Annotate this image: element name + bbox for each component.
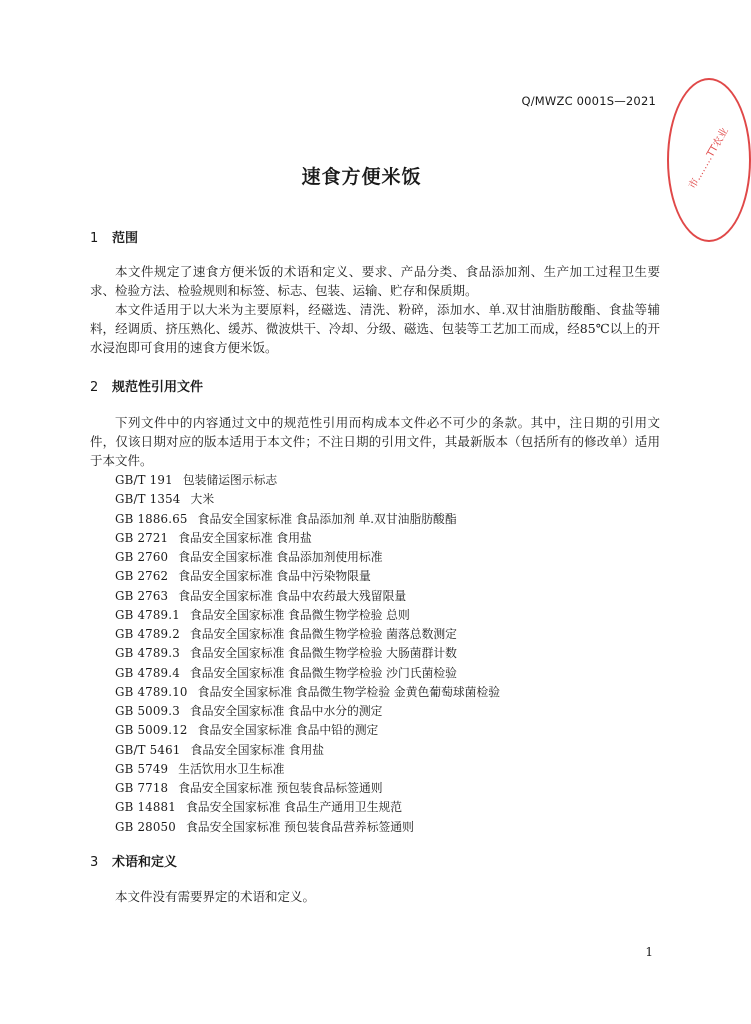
reference-code: GB 4789.3 <box>115 646 180 661</box>
reference-title: 大米 <box>190 492 215 507</box>
reference-code: GB 4789.2 <box>115 627 180 641</box>
section-title: 术语和定义 <box>112 855 178 870</box>
reference-item <box>115 644 500 663</box>
reference-title: 食品安全国家标准 食品微生物学检验 沙门氏菌检验 <box>189 665 457 680</box>
reference-item <box>115 721 500 740</box>
page-number: 1 <box>645 945 653 959</box>
section-number: 1 <box>90 231 99 246</box>
reference-title: 食品安全国家标准 食品微生物学检验 金黄色葡萄球菌检验 <box>197 684 501 699</box>
section-heading-scope <box>90 227 138 246</box>
reference-code: GB/T 1354 <box>115 492 181 507</box>
reference-title: 食品安全国家标准 食用盐 <box>178 530 312 545</box>
reference-code: GB 2762 <box>115 569 169 584</box>
section-heading-normative-references <box>90 376 203 395</box>
reference-title: 包装储运图示标志 <box>182 473 278 487</box>
company-seal <box>667 78 751 242</box>
reference-item <box>115 760 500 779</box>
reference-code: GB 4789.10 <box>115 684 188 699</box>
reference-title: 食品安全国家标准 食品生产通用卫生规范 <box>185 800 403 815</box>
reference-code: GB/T 5461 <box>115 742 181 757</box>
reference-item <box>115 510 500 529</box>
reference-code: GB 2760 <box>115 550 169 564</box>
reference-item <box>115 741 500 760</box>
reference-code: GB 4789.4 <box>115 665 180 680</box>
reference-item <box>115 567 500 586</box>
reference-item <box>115 798 500 817</box>
reference-code: GB 14881 <box>115 800 176 815</box>
reference-title: 食品安全国家标准 预包装食品营养标签通则 <box>185 819 414 834</box>
reference-code: GB/T 191 <box>115 473 173 487</box>
reference-item <box>115 490 500 509</box>
reference-code: GB 28050 <box>115 819 176 834</box>
reference-item <box>115 664 500 683</box>
reference-code: GB 2721 <box>115 530 169 545</box>
reference-title: 食品安全国家标准 食品中农药最大残留限量 <box>178 588 407 603</box>
reference-code: GB 5009.3 <box>115 704 180 718</box>
section-number: 3 <box>90 855 99 870</box>
reference-title: 食品安全国家标准 食品添加剂使用标准 <box>178 550 383 564</box>
standard-code: Q/MWZC 0001S—2021 <box>521 94 656 108</box>
reference-list <box>115 471 500 837</box>
reference-code: GB 4789.1 <box>115 607 180 622</box>
paragraph: 本文件规定了速食方便米饭的术语和定义、要求、产品分类、食品添加剂、生产加工过程卫生要求、检验方法、检验规则和标签、标志、包装、运输、贮存和保质期。 <box>90 264 660 298</box>
reference-item <box>115 529 500 548</box>
reference-item <box>115 548 500 567</box>
reference-code: GB 1886.65 <box>115 511 188 526</box>
reference-title: 食品安全国家标准 食品中污染物限量 <box>178 569 371 584</box>
reference-item <box>115 818 500 837</box>
reference-item <box>115 683 500 702</box>
paragraph: 下列文件中的内容通过文中的规范性引用而构成本文件必不可少的条款。其中，注日期的引用文件，仅该日期对应的版本适用于本文件；不注日期的引用文件，其最新版本（包括所有的修改单）适用于本文件。 <box>90 415 660 468</box>
reference-title: 食品安全国家标准 食品添加剂 单.双甘油脂肪酸酯 <box>197 511 457 526</box>
paragraph: 本文件适用于以大米为主要原料，经磁选、清洗、粉碎，添加水、单.双甘油脂肪酸酯、食盐等辅料，经调质、挤压熟化、缓苏、微波烘干、冷却、分级、磁选、包装等工艺加工而成，经85℃以上的开水浸泡即可食用的速食方便米饭。 <box>90 302 660 355</box>
reference-code: GB 2763 <box>115 588 169 603</box>
section-title: 规范性引用文件 <box>112 380 204 395</box>
reference-title: 食品安全国家标准 食品微生物学检验 总则 <box>189 607 410 622</box>
reference-code: GB 5749 <box>115 761 169 776</box>
reference-item <box>115 779 500 798</box>
reference-item <box>115 606 500 625</box>
reference-item <box>115 587 500 606</box>
reference-title: 食品安全国家标准 食品微生物学检验 菌落总数测定 <box>189 627 457 641</box>
reference-item <box>115 471 500 490</box>
section-title: 范围 <box>112 231 139 246</box>
paragraph: 本文件没有需要界定的术语和定义。 <box>115 889 316 904</box>
reference-title: 食品安全国家标准 食品中铅的测定 <box>197 723 379 738</box>
reference-code: GB 5009.12 <box>115 723 188 738</box>
reference-title: 食品安全国家标准 食品微生物学检验 大肠菌群计数 <box>189 646 457 661</box>
reference-item <box>115 625 500 644</box>
section-heading-terms-definitions <box>90 851 177 870</box>
reference-title: 生活饮用水卫生标准 <box>178 761 285 776</box>
section-number: 2 <box>90 380 99 395</box>
reference-title: 食品安全国家标准 食品中水分的测定 <box>189 704 383 718</box>
document-title: 速食方便米饭 <box>301 166 422 188</box>
reference-title: 食品安全国家标准 食用盐 <box>190 742 325 757</box>
reference-code: GB 7718 <box>115 781 169 795</box>
seal-text: 市..……TT农业 <box>687 126 731 191</box>
reference-item <box>115 702 500 721</box>
reference-title: 食品安全国家标准 预包装食品标签通则 <box>178 781 383 795</box>
